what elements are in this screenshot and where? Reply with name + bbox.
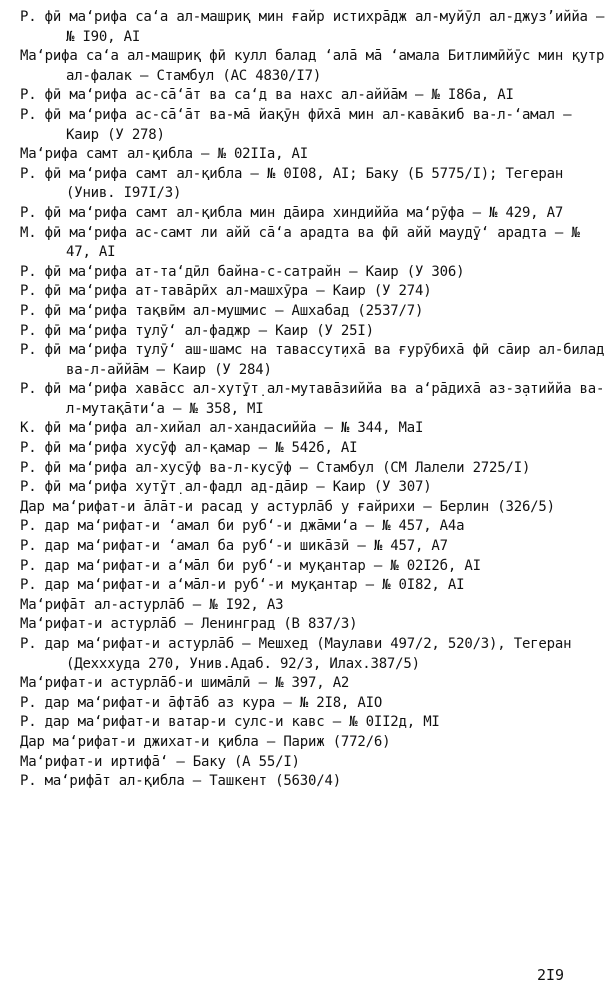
list-item: Р. фӣ ма‘рифа хут̣ӯт̣ ал-фадл ад-дāир – Каир (У 307) [20, 479, 432, 496]
list-item: Р. фӣ ма‘рифа самт ал-қибла мин дāира хиндиййа ма‘рӯфа – № 429, A7 [20, 204, 564, 221]
list-item: Р. фӣ ма‘рифа самт ал-қибла – № 0I08, AI; Баку (Б 5775/I); Тегеран (Унив. I97I/3) [20, 165, 564, 202]
list-item: Р. дар ма‘рифат-и ‘амал ба руб‘-и шикāзӣ – № 457, A7 [20, 538, 448, 555]
list-item: К. фӣ ма‘рифа ал-хийал ал-хандасиййа – № 344, MaI [20, 420, 424, 437]
list-item: Р. фӣ ма‘рифа ал-хусӯф ва-л-кусӯф – Стамбул (СМ Лалели 2725/I) [20, 459, 531, 476]
list-item: Р. фӣ ма‘рифа т̣улӯ‘ ал-фаджр – Каир (У 25I) [20, 322, 374, 339]
list-item: Р. дар ма‘рифат-и āфтāб аз кура – № 2I8, AIO [20, 694, 383, 711]
list-item: Р. фӣ ма‘рифа тақвӣм ал-мушмис – Ашхабад (2537/7) [20, 302, 424, 319]
list-item: Р. фӣ ма‘рифа хусӯф ал-қамар – № 542б, AI [20, 440, 358, 457]
bibliography-list [20, 8, 605, 792]
list-item: Ма‘рифат-и астурлāб – Ленинград (В 837/3) [20, 616, 358, 633]
list-item: Р. фӣ ма‘рифа ат-тавāрӣх ал-машхӯра – Каир (У 274) [20, 283, 432, 300]
list-item: Р. фӣ ма‘рифа ас-сā‘āт ва са‘д ва нахс ал-аййāм – № I86а, AI [20, 87, 514, 104]
page-number: 2I9 [537, 966, 565, 984]
list-item: Р. фӣ ма‘рифа са‘а ал-машриқ мин ғайр истихрāдж ал-муйӯл ал-джуз’иййа – № I90, AI [20, 9, 605, 45]
list-item: Ма‘рифа са‘а ал-машриқ фӣ кулл балад ‘алā мā ‘амала Битлимӣйӯс мин қутр ал-фалак – Стамбул (АС 4830/I7) [20, 48, 605, 84]
list-item: Р. дар ма‘рифат-и а‘мāл би руб‘-и муқантар – № 02I2б, AI [20, 557, 481, 574]
list-item: Р. дар ма‘рифат-и ватар-и сулс-и кавс – № 0II2д, MI [20, 714, 440, 731]
list-item: Дар ма‘рифат-и āлāт-и расад у астурлāб у ғайрихи – Берлин (326/5) [20, 498, 555, 515]
list-item: Ма‘рифа самт ал-қибла – № 02IIа, AI [20, 146, 309, 163]
list-item: Р. фӣ ма‘рифа хавāсс ал-хут̣ӯт̣ ал-мутавāзиййа ва а‘рāдихā аз-з̣атиййа ва-л-мутақāти‘а – № 358, MI [20, 381, 605, 417]
list-item: Р. дар ма‘рифат-и астурлāб – Мешхед (Маулави 497/2, 520/3), Тегеран (Дехххуда 270, Унив.Адаб. 92/3, Илах.387/5) [20, 636, 572, 672]
list-item: Р. ма‘рифāт ал-қибла – Ташкент (5630/4) [20, 773, 341, 790]
list-item: Р. фӣ ма‘рифа ас-сā‘āт ва-мā йақӯн фӣхā мин ал-кавāкиб ва-л-‘амал – Каир (У 278) [20, 106, 572, 143]
list-item: Ма‘рифāт ал-астурлāб – № I92, A3 [20, 596, 284, 613]
list-item: Ма‘рифат-и астурлāб-и шимāлӣ – № 397, A2 [20, 675, 350, 692]
list-item: Р. дар ма‘рифат-и а‘мāл-и руб‘-и муқантар – № 0I82, AI [20, 577, 465, 594]
list-item: Дар ма‘рифат-и джихат-и қибла – Париж (772/6) [20, 733, 391, 750]
list-item: М. фӣ ма‘рифа ас-самт ли айй сā‘а арадта ва фӣ айй мауд̣ӯ‘ арадта – № 47, AI [20, 224, 580, 261]
list-item: Р. фӣ ма‘рифа т̣улӯ‘ аш-шамс на тавассут̣ихā ва ғурӯбихā фӣ сāир ал-билад ва-л-аййāм – Каир (У 284) [20, 342, 605, 378]
list-item: Ма‘рифат-и иртифā‘ – Баку (А 55/I) [20, 753, 300, 770]
list-item: Р. дар ма‘рифат-и ‘амал би руб‘-и джāми‘а – № 457, A4а [20, 518, 465, 535]
list-item: Р. фӣ ма‘рифа ат-та‘дӣл байна-с-сатрайн – Каир (У 306) [20, 263, 465, 280]
